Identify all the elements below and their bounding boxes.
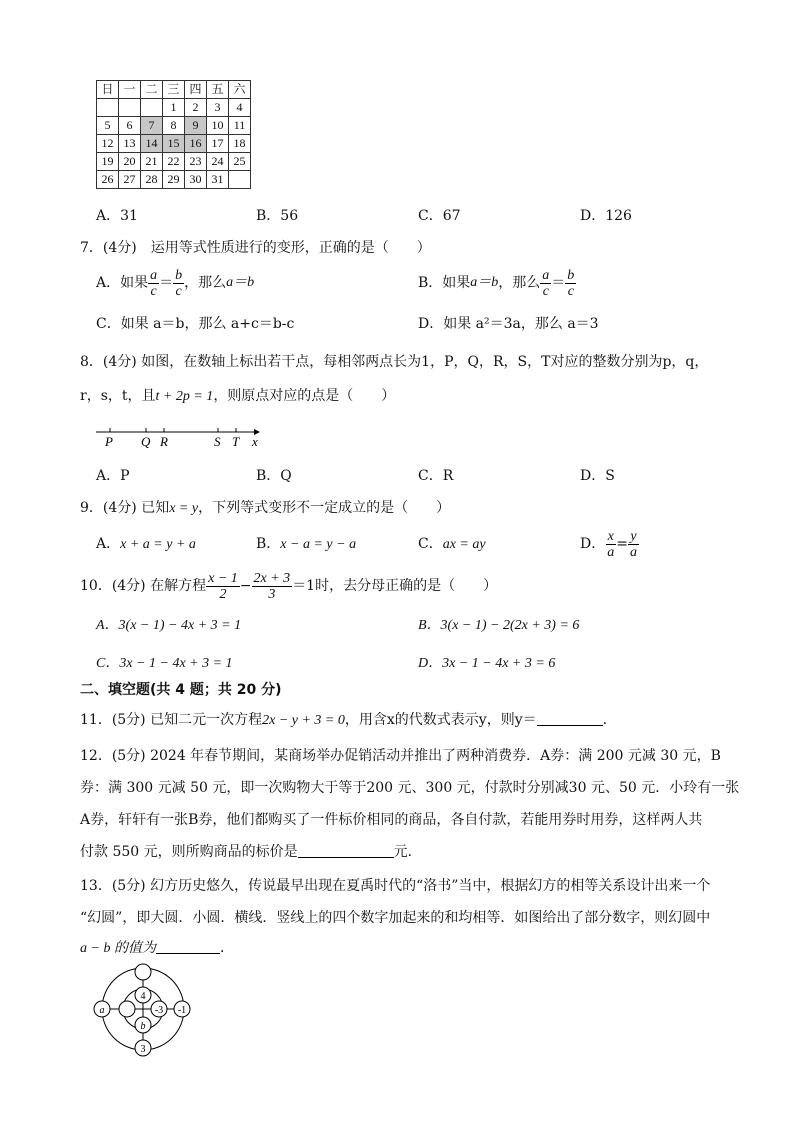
q9-option-c[interactable] — [418, 534, 486, 555]
option-text: ax = ay — [442, 537, 486, 552]
q6-option-b[interactable]: B．56 — [256, 208, 299, 224]
q7-a-mid: ，那么 — [184, 275, 227, 291]
fraction: $\frac{a}{c}$ — [542, 267, 550, 299]
q8-option-a[interactable]: A．P — [96, 468, 130, 484]
calendar-header-cell: 二 — [141, 81, 163, 99]
calendar-cell-shaded: 14 — [141, 135, 163, 153]
q11-equation: 2x − y + 3 = 0 — [262, 713, 345, 728]
q8-option-d[interactable]: D．S — [580, 468, 615, 484]
option-label: A． — [96, 536, 121, 552]
q6-option-a[interactable]: A．31 — [96, 208, 138, 224]
calendar-row — [97, 153, 251, 171]
fraction: $\frac{x - 1}{2}$ — [208, 570, 238, 602]
node-label-right: -1 — [177, 1005, 187, 1016]
calendar-cell-shaded: 16 — [185, 135, 207, 153]
calendar-header-cell: 五 — [207, 81, 229, 99]
calendar-row — [97, 99, 251, 117]
calendar-cell: 3 — [207, 99, 229, 117]
option-label: C． — [418, 536, 443, 552]
node-label-left: a — [99, 1005, 105, 1016]
calendar-cell: 8 — [163, 117, 185, 135]
calendar-table — [96, 80, 251, 189]
q12-line1: 12．(5分) 2024 年春节期间，某商场举办促销活动并推出了两种消费券．A券：满 200 元减 30 元，B — [80, 748, 721, 764]
calendar-cell: 22 — [163, 153, 185, 171]
calendar-cell — [97, 99, 119, 117]
node-label-bottom-inner: b — [140, 1021, 146, 1032]
q11-mid: ，用含x的代数式表示y，则y＝ — [344, 712, 537, 728]
fraction: $\frac{b}{c}$ — [175, 267, 183, 299]
answer-blank[interactable] — [298, 843, 394, 858]
fraction: $\frac{2x + 3}{3}$ — [253, 570, 291, 602]
fraction: $\frac{x}{a}$ — [607, 528, 615, 560]
q6-option-c[interactable]: C．67 — [418, 208, 461, 224]
calendar-cell: 20 — [119, 153, 141, 171]
fraction: $\frac{b}{c}$ — [567, 267, 575, 299]
answer-blank[interactable] — [156, 939, 220, 954]
calendar-cell: 29 — [163, 171, 185, 189]
node-top-outer — [135, 964, 151, 980]
point-label-p: P — [105, 434, 113, 449]
calendar-cell: 10 — [207, 117, 229, 135]
q7-b-prefix: B．如果 — [418, 275, 471, 291]
node-label-bottom: 3 — [140, 1044, 146, 1055]
calendar-cell: 2 — [185, 99, 207, 117]
q6-option-d[interactable]: D．126 — [580, 208, 632, 224]
q8-option-b[interactable]: B．Q — [256, 468, 292, 484]
calendar-cell: 17 — [207, 135, 229, 153]
calendar-cell: 26 — [97, 171, 119, 189]
q9-stem-pre: 9．(4分) 已知 — [80, 500, 170, 516]
q13-line3-post: ． — [219, 940, 234, 956]
q7-option-d[interactable]: D．如果 a²＝3a，那么 a＝3 — [418, 316, 599, 332]
q9-option-d[interactable]: D． $\frac{x}{a}$ = $\frac{y}{a}$ — [580, 528, 637, 560]
point-label-r: R — [160, 434, 168, 449]
calendar-header-cell: 一 — [119, 81, 141, 99]
calendar-cell: 28 — [141, 171, 163, 189]
calendar-cell: 27 — [119, 171, 141, 189]
q8-option-c[interactable]: C．R — [418, 468, 454, 484]
calendar-cell: 5 — [97, 117, 119, 135]
q8-stem-line1: 8．(4分) 如图，在数轴上标出若干点，每相邻两点长为1，P，Q，R，S，T对应的整数分别为p，q， — [80, 354, 709, 370]
option-label: D． — [580, 536, 606, 552]
q9-equation: x = y — [169, 501, 199, 516]
q10-stem: 10．(4分) 在解方程 $\frac{x - 1}{2}$ − $\frac{2x + 3}{3}$ ＝1时，去分母正确的是（ ） — [80, 570, 498, 602]
calendar-cell-shaded: 7 — [141, 117, 163, 135]
q13-line1: 13．(5分) 幻方历史悠久，传说最早出现在夏禹时代的“洛书”当中，根据幻方的相等关系设计出来一个 — [80, 878, 711, 894]
calendar-cell: 19 — [97, 153, 119, 171]
q9-option-b[interactable] — [256, 534, 356, 555]
section-heading: 二、填空题(共 4 题；共 20 分) — [80, 682, 282, 698]
calendar-cell: 24 — [207, 153, 229, 171]
fraction: $\frac{a}{c}$ — [150, 267, 158, 299]
q10-stem-pre: 10．(4分) 在解方程 — [80, 578, 207, 594]
q7-a-prefix: A．如果 — [96, 275, 149, 291]
point-label-q: Q — [141, 434, 151, 449]
q9-stem-post: ，下列等式变形不一定成立的是（ ） — [198, 500, 451, 516]
calendar-cell: 21 — [141, 153, 163, 171]
calendar-cell-shaded: 9 — [185, 117, 207, 135]
point-label-s: S — [214, 434, 221, 449]
calendar-header-cell: 六 — [229, 81, 251, 99]
axis-label-x: x — [252, 434, 258, 449]
calendar-cell — [119, 99, 141, 117]
calendar-cell — [141, 99, 163, 117]
calendar-cell — [229, 171, 251, 189]
calendar-cell: 13 — [119, 135, 141, 153]
calendar-row — [97, 171, 251, 189]
q13-line2: “幻圆”，即大圆．小圆．横线．竖线上的四个数字加起来的和均相等．如图给出了部分数字，则幻圆中 — [80, 910, 711, 926]
magic-circle-diagram — [88, 962, 200, 1062]
calendar-header-row — [97, 81, 251, 99]
calendar-row — [97, 117, 251, 135]
node-label-right-inner: -3 — [154, 1005, 164, 1016]
q7-stem: 7．(4分) 运用等式性质进行的变形，正确的是（ ） — [80, 240, 431, 256]
q7-option-c[interactable]: C．如果 a＝b，那么 a+c＝b-c — [96, 316, 295, 332]
q7-a-end: a＝b — [226, 275, 255, 290]
q7-b-mid: ，那么 — [498, 275, 541, 291]
calendar-header-cell: 三 — [163, 81, 185, 99]
answer-blank[interactable] — [537, 711, 603, 726]
calendar-cell: 6 — [119, 117, 141, 135]
q11-stem — [80, 710, 617, 731]
q9-stem — [80, 498, 450, 519]
node-label-top-inner: 4 — [140, 991, 146, 1002]
calendar-cell: 31 — [207, 171, 229, 189]
number-line-figure — [92, 424, 272, 450]
q7-option-a[interactable]: A．如果 $\frac{a}{c}$ ＝ $\frac{b}{c}$ ，那么 a＝b — [96, 267, 255, 299]
calendar-cell: 18 — [229, 135, 251, 153]
calendar-cell: 25 — [229, 153, 251, 171]
calendar-cell: 11 — [229, 117, 251, 135]
calendar-cell: 30 — [185, 171, 207, 189]
q13-line3 — [80, 938, 234, 959]
calendar-cell: 12 — [97, 135, 119, 153]
q13-line3-pre: a − b 的值为 — [80, 941, 156, 956]
q12-line4 — [80, 842, 422, 862]
calendar-cell: 23 — [185, 153, 207, 171]
q10-stem-post: ＝1时，去分母正确的是（ ） — [292, 578, 498, 594]
q8-stem-pre: r，s，t，且 — [80, 388, 156, 404]
calendar-row — [97, 135, 251, 153]
q11-pre: 11．(5分) 已知二元一次方程 — [80, 712, 263, 728]
q12-line4-post: 元． — [393, 844, 422, 860]
q8-stem-post: ，则原点对应的点是（ ） — [213, 388, 396, 404]
q11-end: ． — [602, 712, 617, 728]
q7-option-b[interactable]: B．如果 a＝b ，那么 $\frac{a}{c}$ ＝ $\frac{b}{c}$ — [418, 267, 575, 299]
calendar-header-cell: 四 — [185, 81, 207, 99]
option-text: x + a = y + a — [120, 537, 196, 552]
q8-equation: t + 2p = 1 — [155, 389, 214, 404]
q9-option-a[interactable] — [96, 534, 196, 555]
q10-option-a[interactable]: A．3(x − 1) − 4x + 3 = 1 — [96, 618, 242, 633]
calendar-cell: 4 — [229, 99, 251, 117]
node-left-inner — [119, 1001, 135, 1017]
fraction: $\frac{y}{a}$ — [629, 528, 637, 560]
q7-b-cond: a＝b — [470, 275, 499, 290]
q8-stem-line2 — [80, 386, 395, 407]
option-text: x − a = y − a — [280, 537, 357, 552]
q12-line2: 券：满 300 元减 50 元，即一次购物大于等于200 元、300 元，付款时分别减30 元、50 元．小玲有一张 — [80, 780, 740, 796]
q12-line3: A券，轩轩有一张B券，他们都购买了一件标价相同的商品，各自付款，若能用券时用券，这样两人共 — [80, 812, 703, 828]
point-label-t: T — [232, 434, 240, 449]
q10-option-d[interactable]: D．3x − 1 − 4x + 3 = 6 — [418, 656, 556, 671]
q10-option-c[interactable]: C．3x − 1 − 4x + 3 = 1 — [96, 656, 233, 671]
q10-option-b[interactable]: B．3(x − 1) − 2(2x + 3) = 6 — [418, 618, 580, 633]
calendar-cell-shaded: 15 — [163, 135, 185, 153]
calendar-header-cell: 日 — [97, 81, 119, 99]
q12-line4-pre: 付款 550 元，则所购商品的标价是 — [80, 844, 298, 860]
calendar-cell: 1 — [163, 99, 185, 117]
option-label: B． — [256, 536, 281, 552]
